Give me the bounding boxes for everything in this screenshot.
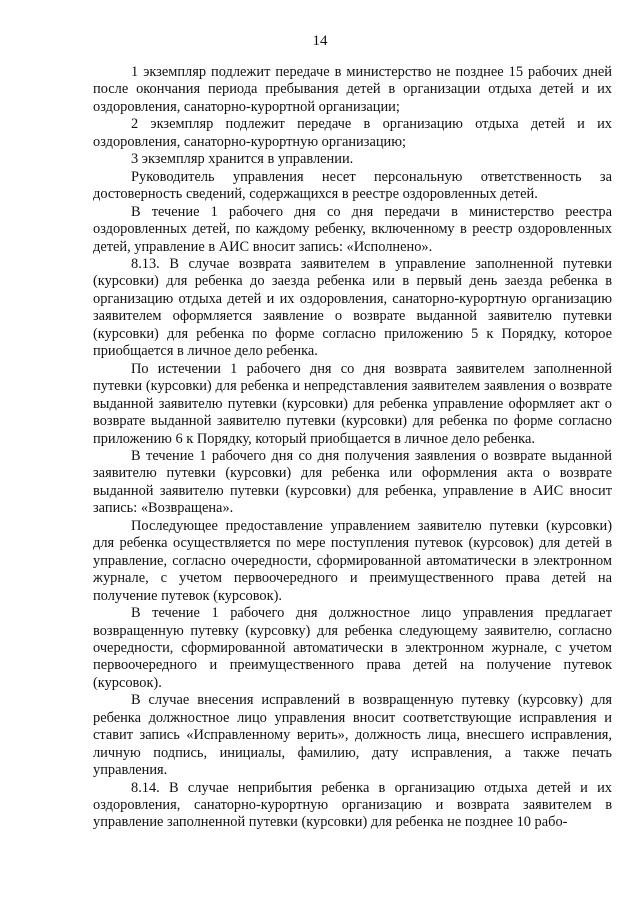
paragraph-returned-record: В течение 1 рабочего дня со дня получения заявления о возврате выданной заявителю путевки (курсовки) для ребенка или оформления акта о возврате выданной заявителю путевки (курсовки) для ребенка, управление в АИС вносит запись: «Возвращена». bbox=[93, 447, 612, 517]
paragraph-subsequent-provision: Последующее предоставление управлением заявителю путевки (курсовки) для ребенка осуществляется по мере поступления путевок (курсовок) для детей в управление, согласно очередности, сформированной автоматически в электронном журнале, с учетом первоочередного и преимущественного права детей на получение путевок (курсовок). bbox=[93, 517, 612, 604]
paragraph-corrections: В случае внесения исправлений в возвращенную путевку (курсовку) для ребенка должностное лицо управления вносит соответствующие исправления и ставит запись «Исправленному верить», должность лица, внесшего исправления, личную подпись, инициалы, фамилию, дату исправления, а также печать управления. bbox=[93, 692, 612, 779]
paragraph-8-13: 8.13. В случае возврата заявителем в управление заполненной путевки (курсовки) для ребенка до заезда ребенка или в первый день заезда ребенка в организацию отдыха детей и их оздоровления, санаторно-курортную организацию заявителем оформляется заявление о возврате выданной заявителю путевки (курсовки) для ребенка по форме согласно приложению 5 к Порядку, которое приобщается в личное дело ребенка. bbox=[93, 255, 612, 360]
paragraph-responsibility: Руководитель управления несет персональную ответственность за достоверность сведений, содержащихся в реестре оздоровленных детей. bbox=[93, 168, 612, 203]
paragraph-copy-1: 1 экземпляр подлежит передаче в министерство не позднее 15 рабочих дней после окончания периода пребывания детей в организации отдыха детей и их оздоровления, санаторно-курортной организации; bbox=[93, 64, 612, 115]
paragraph-8-14: 8.14. В случае неприбытия ребенка в организацию отдыха детей и их оздоровления, санаторно-курортную организацию и возврата заявителем в управление заполненной путевки (курсовки) для ребенка не позднее 10 рабо- bbox=[93, 779, 612, 831]
paragraph-copy-3: 3 экземпляр хранится в управлении. bbox=[131, 151, 354, 168]
document-body bbox=[93, 64, 612, 832]
paragraph-executed-record: В течение 1 рабочего дня со дня передачи в министерство реестра оздоровленных детей, по каждому ребенку, включенному в реестр оздоровленных детей, управление в АИС вносит запись: «Исполнено». bbox=[93, 203, 612, 255]
paragraph-offer-next-applicant: В течение 1 рабочего дня должностное лицо управления предлагает возвращенную путевку (курсовку) для ребенка следующему заявителю, согласно очередности, сформированной автоматически в электронном журнале, с учетом первоочередного и преимущественного права детей на получение путевок (курсовок). bbox=[93, 605, 612, 691]
page-number: 14 bbox=[312, 33, 328, 49]
paragraph-copy-2: 2 экземпляр подлежит передаче в организацию отдыха детей и их оздоровления, санаторно-курортную организацию; bbox=[93, 116, 612, 150]
paragraph-return-act: По истечении 1 рабочего дня со дня возврата заявителем заполненной путевки (курсовки) для ребенка и непредставления заявителем заявления о возврате выданной заявителю путевки (курсовки) для ребенка управление оформляет акт о возврате выданной заявителю путевки (курсовки) для ребенка по форме согласно приложению 6 к Порядку, который приобщается в личное дело ребенка. bbox=[93, 360, 612, 447]
